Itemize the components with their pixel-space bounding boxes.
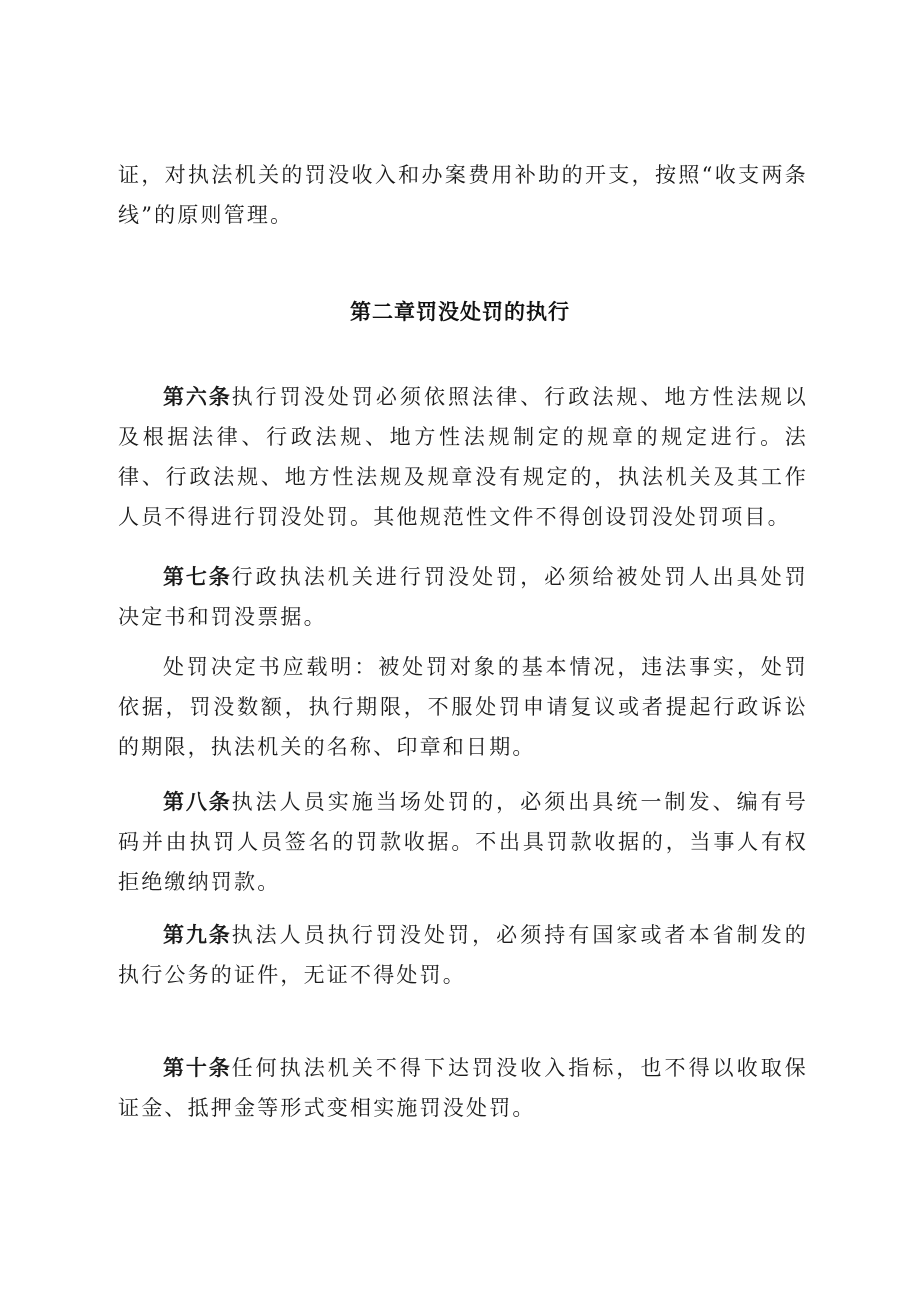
article-10-label: 第十条 <box>163 1056 232 1080</box>
article-7-label: 第七条 <box>163 565 232 589</box>
article-7-text: 行政执法机关进行罚没处罚，必须给被处罚人出具处罚决定书和罚没票据。 <box>118 565 808 629</box>
article-6 <box>118 377 808 537</box>
intro-text: 证，对执法机关的罚没收入和办案费用补助的开支，按照“收支两条线”的原则管理。 <box>118 163 808 227</box>
article-10 <box>118 1048 808 1128</box>
article-9-text: 执法人员执行罚没处罚，必须持有国家或者本省制发的执行公务的证件，无证不得处罚。 <box>118 923 808 987</box>
article-8-label: 第八条 <box>163 790 232 814</box>
chapter-title: 第二章罚没处罚的执行 <box>350 300 570 324</box>
article-9 <box>118 915 808 995</box>
article-9-label: 第九条 <box>163 923 232 947</box>
article-8-text: 执法人员实施当场处罚的，必须出具统一制发、编有号码并由执罚人员签名的罚款收据。不出具罚款收据的，当事人有权拒绝缴纳罚款。 <box>118 790 808 894</box>
intro-paragraph <box>118 155 808 235</box>
article-10-text: 任何执法机关不得下达罚没收入指标，也不得以收取保证金、抵押金等形式变相实施罚没处罚。 <box>118 1056 808 1120</box>
article-7 <box>118 557 808 637</box>
article-7-continuation <box>118 647 808 767</box>
article-6-label: 第六条 <box>163 385 232 409</box>
article-6-text: 执行罚没处罚必须依照法律、行政法规、地方性法规以及根据法律、行政法规、地方性法规制定的规章的规定进行。法律、行政法规、地方性法规及规章没有规定的，执法机关及其工作人员不得进行罚没处罚。其他规范性文件不得创设罚没处罚项目。 <box>118 385 808 529</box>
article-7-continuation-text: 处罚决定书应载明：被处罚对象的基本情况，违法事实，处罚依据，罚没数额，执行期限，不服处罚申请复议或者提起行政诉讼的期限，执法机关的名称、印章和日期。 <box>118 655 808 759</box>
article-8 <box>118 782 808 902</box>
